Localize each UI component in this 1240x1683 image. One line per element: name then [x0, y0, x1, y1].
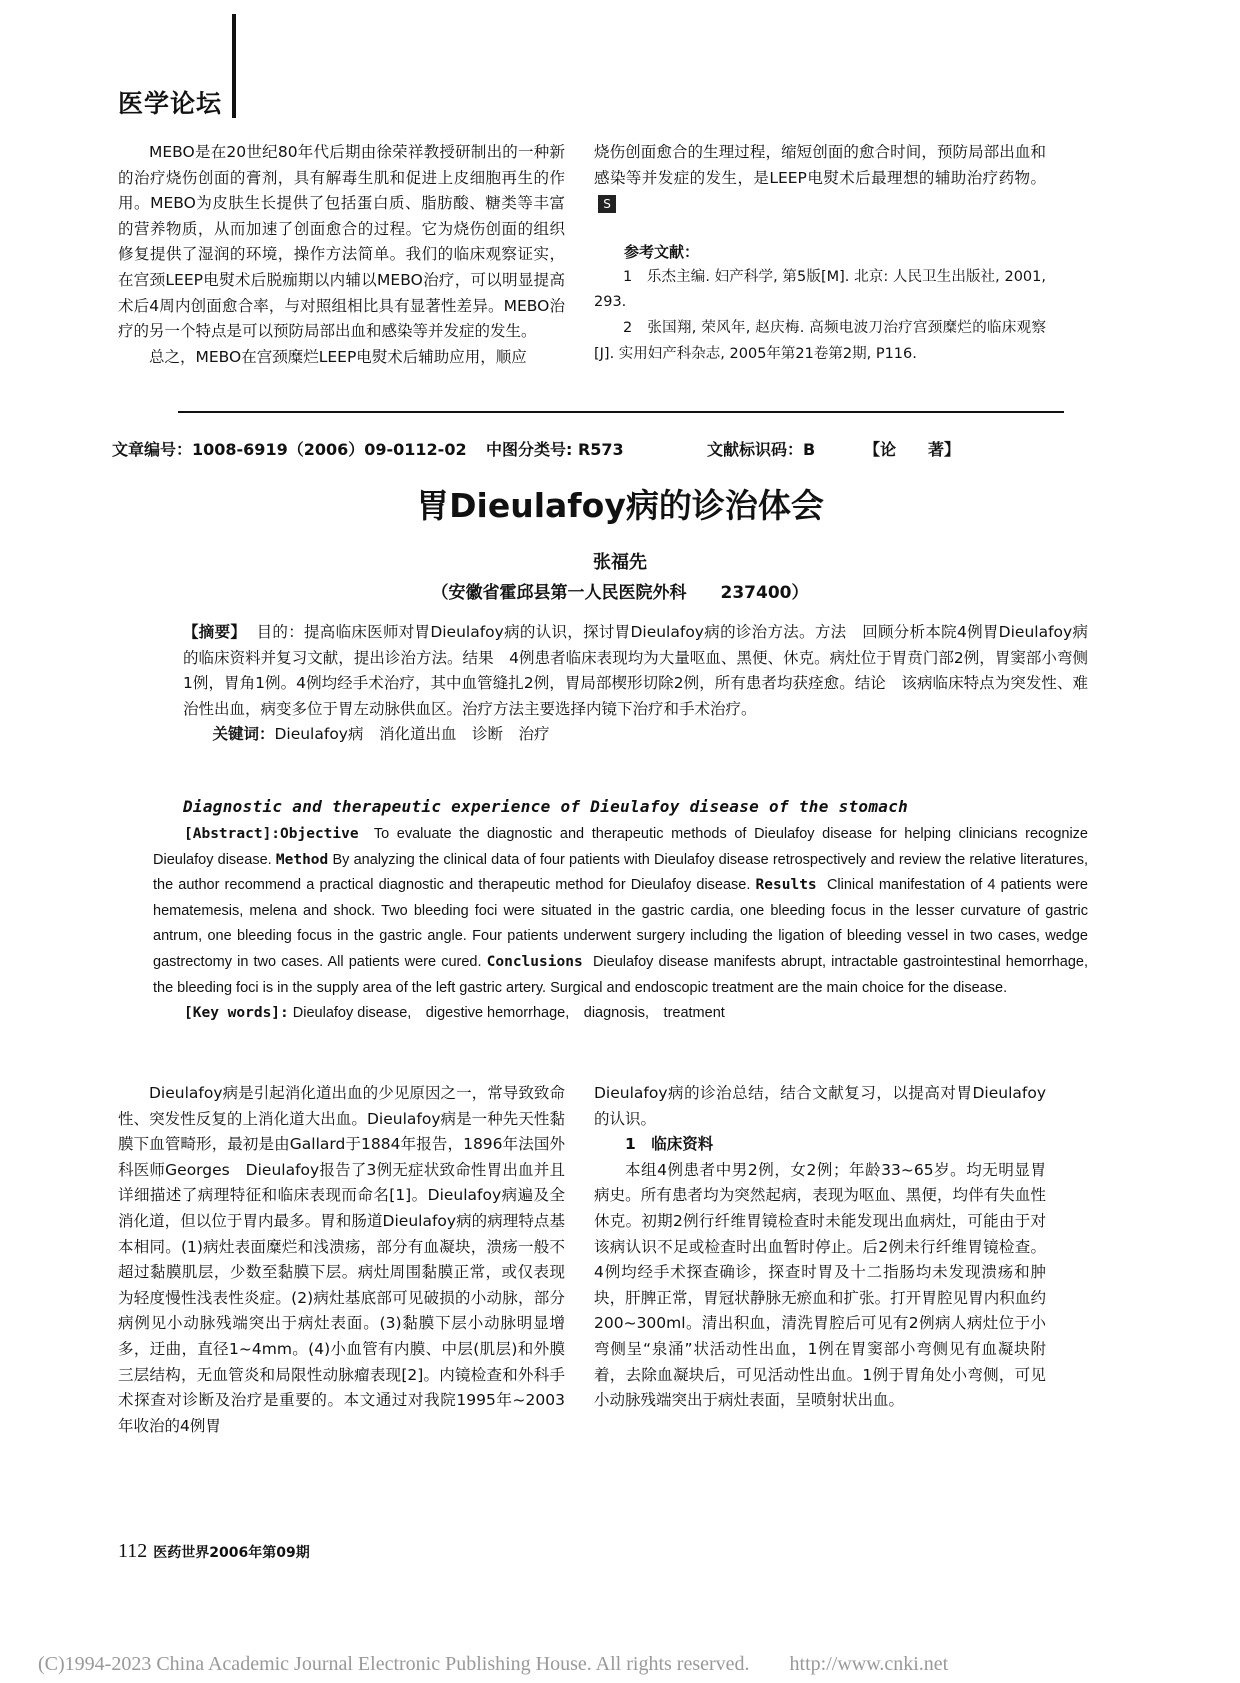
keywords-en — [153, 1001, 1088, 1027]
section-divider — [178, 411, 1064, 413]
results-text: Clinical manifestation of 4 patients were hematemesis, melena and shock. Two bleeding foci were situated in the gastric cardia, one bleeding focus in the lesser curvature of gastric antrum, one bleeding focus in the gastric angle. Four patients underwent surgery including the ligation of bleeding vessel in two cases, wedge gastrectomy in two cases. All patients were cured. — [153, 877, 1088, 970]
body-left-column — [118, 1081, 565, 1439]
objective-label: Objective — [280, 826, 359, 842]
abstract-chinese — [183, 620, 1088, 748]
body-paragraph: Dieulafoy病是引起消化道出血的少见原因之一，常导致致命性、突发性反复的上消化道大出血。Dieulafoy病是一种先天性黏膜下血管畸形，最初是由Gallard于1884年报告，1896年法国外科医师Georges Dieulafoy报告了3例无症状致命性胃出血并且详细描述了病理特征和临床表现而命名[1]。Dieulafoy病遍及全消化道，但以位于胃内最多。胃和肠道Dieulafoy病的病理特点基本相同。(1)病灶表面糜烂和浅溃疡，部分有血凝块，溃疡一般不超过黏膜肌层，少数至黏膜下层。病灶周围黏膜正常，或仅表现为轻度慢性浅表性炎症。(2)病灶基底部可见破损的小动脉，部分病例见小动脉残端突出于病灶表面。(3)黏膜下层小动脉明显增多，迂曲，直径1~4mm。(4)小血管有内膜、中层(肌层)和外膜三层结构，无血管炎和局限性动脉瘤表现[2]。内镜检查和外科手术探查对诊断及治疗是重要的。本文通过对我院1995年~2003年收治的4例胃 — [118, 1084, 565, 1435]
prev-article-continuation: 烧伤创面愈合的生理过程，缩短创面的愈合时间，预防局部出血和感染等并发症的发生，是LEEP电熨术后最理想的辅助治疗药物。 — [594, 143, 1046, 187]
copyright-line: (C)1994-2023 China Academic Journal Electronic Publishing House. All rights reserved. http://www.cnki.net — [38, 1653, 949, 1675]
keywords-cn-label: 关键词： — [212, 725, 275, 744]
prev-article-paragraph: 总之，MEBO在宫颈糜烂LEEP电熨术后辅助应用，顺应 — [149, 347, 527, 366]
author-affiliation: （安徽省霍邱县第一人民医院外科 237400） — [431, 583, 809, 603]
section-title: 医学论坛 — [118, 89, 223, 118]
conclusions-label: Conclusions — [486, 953, 583, 970]
reference-item: 1 乐杰主编. 妇产科学, 第5版[M]. 北京: 人民卫生出版社, 2001, 293. — [594, 268, 1046, 311]
body-paragraph: Dieulafoy病的诊治总结，结合文献复习，以提高对胃Dieulafoy的认识。 — [594, 1084, 1046, 1128]
objective-text: To evaluate the diagnostic and therapeutic methods of Dieulafoy disease for helping clinicians recognize Dieulafoy disease. — [153, 826, 1088, 868]
results-label: Results — [755, 877, 817, 894]
conclusions-text: Dieulafoy disease manifests abrupt, intractable gastrointestinal hemorrhage, the bleeding foci is in the supply area of the left gastric artery. Surgical and endoscopic treatment are the main choice for the disease. — [153, 953, 1089, 996]
method-text: By analyzing the clinical data of four patients with Dieulafoy disease retrospectively and review the relative literatures, the author recommend a practical diagnostic and therapeutic method for Dieulafoy disease. — [153, 851, 1088, 894]
column-label: 【论 著】 — [864, 440, 961, 459]
prev-article-paragraph — [594, 140, 1046, 217]
end-mark-icon: S — [598, 195, 616, 213]
keywords-en-label: [Key words]: — [184, 1005, 289, 1022]
keywords-cn — [183, 722, 1088, 748]
article-title: 胃Dieulafoy病的诊治体会 — [416, 486, 824, 525]
prev-article-right-column — [594, 140, 1046, 367]
abstract-cn-label: 【摘要】 — [183, 623, 247, 641]
keywords-cn-text: Dieulafoy病 消化道出血 诊断 治疗 — [274, 725, 550, 744]
method-label: Method — [275, 851, 329, 868]
page-footer — [118, 1540, 310, 1563]
journal-issue: 医药世界2006年第09期 — [153, 1545, 310, 1561]
document-code: 文献标识码：B — [707, 440, 816, 459]
abstract-english — [153, 822, 1088, 1027]
references-heading: 参考文献： — [624, 242, 700, 261]
clc-number: 中图分类号: R573 — [486, 440, 624, 459]
english-title: Diagnostic and therapeutic experience of Dieulafoy disease of the stomach — [183, 797, 909, 816]
prev-article-left-column — [118, 140, 565, 370]
keywords-en-text: Dieulafoy disease, digestive hemorrhage, diagnosis, treatment — [292, 1005, 725, 1022]
abstract-en-label: [Abstract]: — [184, 826, 281, 842]
abstract-en-paragraph — [153, 822, 1088, 1001]
abstract-cn-text: 目的：提高临床医师对胃Dieulafoy病的认识，探讨胃Dieulafoy病的诊治方法。方法 回顾分析本院4例胃Dieulafoy病的临床资料并复习文献，提出诊治方法。结果 4例患者临床表现均为大量呕血、黑便、休克。病灶位于胃贲门部2例，胃窦部小弯侧1例，胃角1例。4例均经手术治疗，其中血管缝扎2例，胃局部楔形切除2例，所有患者均获痊愈。结论 该病临床特点为突发性、难治性出血，病变多位于胃左动脉供血区。治疗方法主要选择内镜下治疗和手术治疗。 — [183, 623, 1088, 718]
body-right-column — [594, 1081, 1046, 1414]
header-divider — [232, 14, 236, 118]
reference-item: 2 张国翔, 荣风年, 赵庆梅. 高频电波刀治疗宫颈糜烂的临床观察[J]. 实用妇产科杂志, 2005年第21卷第2期, P116. — [594, 319, 1046, 362]
abstract-cn-paragraph — [183, 620, 1088, 722]
page-number: 112 — [118, 1540, 148, 1562]
prev-article-paragraph: MEBO是在20世纪80年代后期由徐荣祥教授研制出的一种新的治疗烧伤创面的膏剂，具有解毒生肌和促进上皮细胞再生的作用。MEBO为皮肤生长提供了包括蛋白质、脂肪酸、糖类等丰富的营养物质，从而加速了创面愈合的过程。它为烧伤创面的组织修复提供了湿润的环境，操作方法简单。我们的临床观察证实，在宫颈LEEP电熨术后脱痂期以内辅以MEBO治疗，可以明显提高术后4周内创面愈合率，与对照组相比具有显著性差异。MEBO治疗的另一个特点是可以预防局部出血和感染等并发症的发生。 — [118, 143, 565, 341]
section-heading: 1 临床资料 — [625, 1135, 714, 1154]
body-paragraph: 本组4例患者中男2例，女2例；年龄33~65岁。均无明显胃病史。所有患者均为突然起病，表现为呕血、黑便，均伴有失血性休克。初期2例行纤维胃镜检查时未能发现出血病灶，可能由于对该病认识不足或检查时出血暂时停止。后2例未行纤维胃镜检查。4例均经手术探查确诊，探查时胃及十二指肠均未发现溃疡和肿块，肝脾正常，胃冠状静脉无瘀血和扩张。打开胃腔见胃内积血约200~300ml。清出积血，清洗胃腔后可见有2例病人病灶位于小弯侧呈“泉涌”状活动性出血，1例在胃窦部小弯侧见有血凝块附着，去除血凝块后，可见活动性出血。1例于胃角处小弯侧，可见小动脉残端突出于病灶表面，呈喷射状出血。 — [594, 1160, 1046, 1410]
article-author: 张福先 — [593, 552, 647, 573]
article-number: 文章编号：1008-6919（2006）09-0112-02 — [112, 440, 467, 459]
